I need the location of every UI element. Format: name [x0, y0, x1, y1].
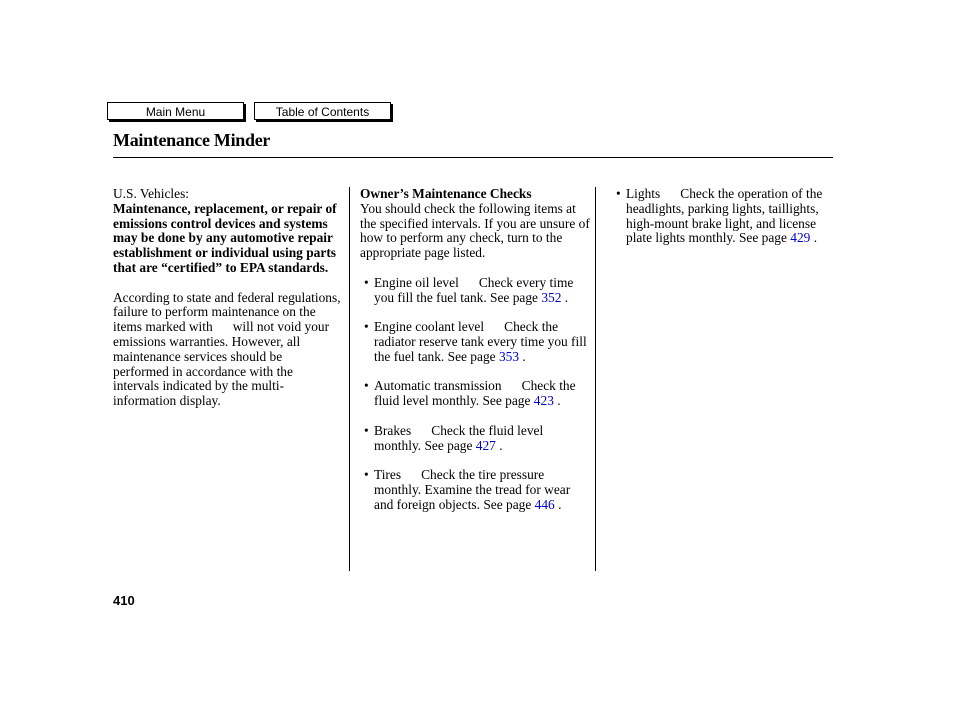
- page-link-427[interactable]: 427: [475, 437, 496, 453]
- column-divider-left: [349, 187, 350, 571]
- page-link-352[interactable]: 352: [541, 289, 562, 305]
- page-title: Maintenance Minder: [113, 130, 271, 150]
- us-vehicles-label: U.S. Vehicles:: [113, 186, 190, 201]
- list-item-text: Brakes Check the fluid level monthly. See page: [374, 422, 544, 453]
- title-divider: [113, 157, 833, 158]
- page-link-429[interactable]: 429: [790, 230, 811, 246]
- bullet-icon: •: [364, 467, 369, 483]
- bullet-icon: •: [616, 186, 621, 201]
- list-item: • Engine oil level Check every time you fill the fuel tank. See page 352 .: [364, 274, 574, 305]
- page-link-353[interactable]: 353: [498, 348, 520, 364]
- column-right: [612, 187, 834, 246]
- owners-checks-heading: Owner’s Maintenance Checks: [360, 186, 532, 201]
- list-item: • Lights Check the operation of the headlights, parking lights, taillights, high-mount brake light, and license plate lights monthly. See page 429 .: [616, 186, 823, 246]
- bullet-icon: •: [364, 274, 369, 290]
- list-item: • Automatic transmission Check the fluid level monthly. See page 423 .: [364, 378, 576, 409]
- regulations-paragraph: According to state and federal regulations, failure to perform maintenance on the items marked with will not void your emissions warranties. However, all maintenance services should be performed in accordance with the intervals indicated by the multi-information display.: [113, 289, 341, 409]
- page-link-446[interactable]: 446: [534, 496, 555, 512]
- list-item: • Engine coolant level Check the radiator reserve tank every time you fill the fuel tank. See page 353 .: [364, 319, 587, 364]
- emissions-notice: Maintenance, replacement, or repair of emissions control devices and systems may be done by any automotive repair establishment or individual using parts that are “certified” to EPA standards.: [113, 200, 337, 275]
- column-middle: [360, 187, 592, 513]
- column-left: [113, 187, 341, 409]
- bullet-icon: •: [364, 422, 369, 438]
- list-item-text: Automatic transmission Check the fluid level monthly. See page: [374, 378, 576, 409]
- table-of-contents-button[interactable]: Table of Contents: [254, 102, 391, 120]
- page-number: 410: [113, 593, 135, 608]
- list-item-text: Engine coolant level Check the radiator reserve tank every time you fill the fuel tank. See page: [374, 319, 587, 364]
- bullet-icon: •: [364, 319, 369, 335]
- column-divider-right: [595, 187, 596, 571]
- main-menu-button[interactable]: Main Menu: [107, 102, 244, 120]
- list-item-text: Engine oil level Check every time you fill the fuel tank. See page: [374, 274, 574, 305]
- bullet-icon: •: [364, 378, 369, 394]
- list-item-text: Tires Check the tire pressure monthly. Examine the tread for wear and foreign objects. See page: [374, 467, 571, 512]
- list-item: • Brakes Check the fluid level monthly. See page 427 .: [364, 422, 544, 453]
- page-link-423[interactable]: 423: [533, 393, 554, 409]
- owners-checks-intro: You should check the following items at the specified intervals. If you are unsure of how to perform any check, turn to the appropriate page listed.: [360, 200, 590, 261]
- list-item: • Tires Check the tire pressure monthly. Examine the tread for wear and foreign objects. See page 446 .: [364, 467, 571, 512]
- list-item-text: Lights Check the operation of the headlights, parking lights, taillights, high-mount brake light, and license plate lights monthly. See page: [626, 186, 823, 246]
